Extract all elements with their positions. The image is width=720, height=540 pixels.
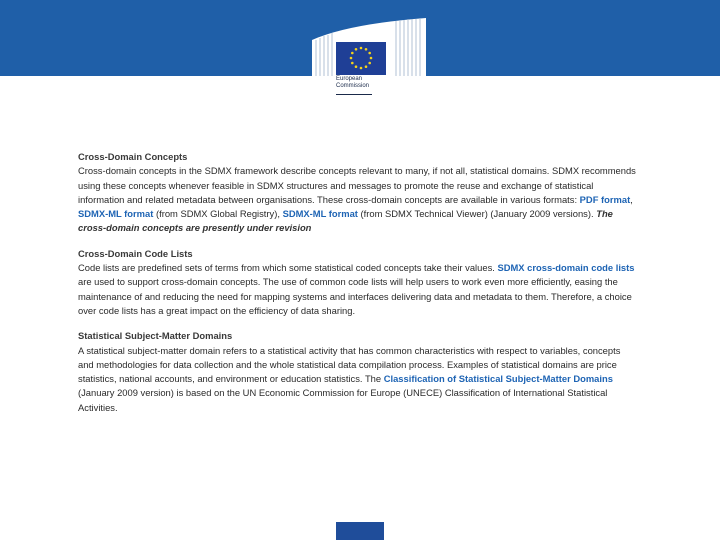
section-title: Cross-Domain Code Lists	[78, 247, 193, 259]
section-title: Statistical Subject-Matter Domains	[78, 330, 233, 342]
section-cross-domain-concepts	[78, 150, 638, 236]
section-body	[78, 261, 638, 318]
body-text: are used to support cross-domain concepts. The use of common code lists will help users to work even more efficiently, easing the maintenance of and reducing the need for mapping systems and interfaces delivering data and metadata to them. Therefore, a choice over code lists has a great impact on the efficiency of data sharing.	[78, 276, 632, 316]
footer-tab	[336, 522, 384, 540]
body-text: A statistical subject-matter domain refers to a statistical activity that has common characteristics with respect to variables, concepts and methodologies for data collection and the whole statistical data compilation process. Examples of statistical domains are price statistics, national accounts, and environment or education statistics. The	[78, 344, 621, 385]
body-text: (from SDMX Technical Viewer) (January 2009 versions).	[357, 208, 597, 220]
logo-line-commission: Commission	[336, 83, 370, 89]
logo-divider	[336, 94, 372, 95]
section-cross-domain-code-lists	[78, 247, 638, 318]
body-text: Code lists are predefined sets of terms from which some statistical coded concepts take their values.	[78, 262, 498, 274]
logo-line-european: European	[336, 76, 363, 82]
section-subject-matter-domains	[78, 329, 638, 415]
body-text: ,	[630, 193, 633, 205]
logo-wordmark	[336, 76, 369, 90]
revision-note: The cross-domain concepts are presently under revision	[78, 208, 613, 234]
classification-link[interactable]: Classification of Statistical Subject-Matter Domains	[383, 373, 613, 385]
code-lists-link[interactable]: SDMX cross-domain code lists	[497, 262, 635, 274]
main-content	[78, 150, 638, 426]
section-title: Cross-Domain Concepts	[78, 151, 188, 162]
pdf-format-link[interactable]: PDF format	[579, 193, 631, 205]
sdmx-ml-viewer-link[interactable]: SDMX-ML format	[282, 208, 358, 220]
body-text: Cross-domain concepts in the SDMX framework describe concepts relevant to many, if not all, statistical domains. SDMX recommends using these concepts whenever feasible in SDMX structures and messages to promote the reuse and exchange of statistical information and related metadata between organisations. These cross-domain concepts are available in various formats:	[78, 165, 636, 205]
section-body	[78, 344, 638, 415]
body-text: (from SDMX Global Registry),	[153, 208, 283, 220]
sdmx-ml-registry-link[interactable]: SDMX-ML format	[78, 208, 154, 220]
body-text: (January 2009 version) is based on the UN Economic Commission for Europe (UNECE) Classification of International Statistical Activities.	[78, 387, 608, 413]
section-body	[78, 164, 638, 235]
